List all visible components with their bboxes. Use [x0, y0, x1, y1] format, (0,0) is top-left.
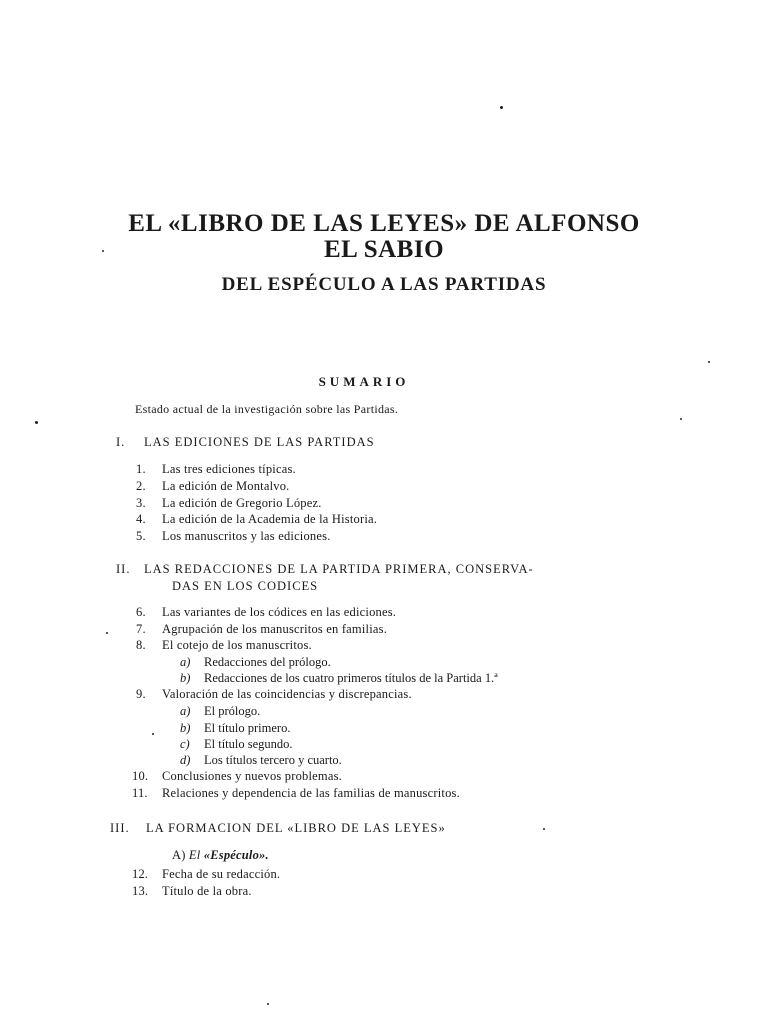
sub-item-text: El prólogo. [204, 704, 261, 718]
list-item [136, 638, 312, 653]
scan-speck [102, 250, 104, 252]
sub-item [180, 737, 293, 752]
section-heading [116, 435, 375, 450]
scan-speck [35, 421, 38, 424]
sub-item [180, 721, 290, 736]
item-number: 4. [136, 512, 146, 526]
list-item [136, 605, 396, 620]
item-number: 8. [136, 638, 146, 652]
item-number: 7. [136, 622, 146, 636]
scan-speck [500, 106, 503, 109]
item-number: 10. [132, 769, 149, 783]
sub-item [180, 704, 260, 719]
sub-item-text: Los títulos tercero y cuarto. [204, 753, 342, 767]
list-item [136, 462, 296, 477]
main-title-line-1: EL «LIBRO DE LAS LEYES» DE ALFONSO [128, 210, 640, 237]
sub-item-text: Redacciones del prólogo. [204, 655, 331, 669]
sub-item-text: Redacciones de los cuatro primeros títulos de la Partida 1.ª [204, 671, 498, 685]
item-text: El cotejo de los manuscritos. [162, 638, 312, 652]
scan-speck [708, 361, 710, 363]
item-text: Agrupación de los manuscritos en familias. [162, 622, 388, 636]
section-title-line-2: DAS EN LOS CODICES [172, 579, 319, 593]
item-number: 12. [132, 867, 149, 881]
section-heading [116, 562, 534, 577]
sumario-heading: SUMARIO [318, 374, 410, 389]
item-text: Los manuscritos y las ediciones. [162, 529, 331, 543]
item-text: Fecha de su redacción. [162, 867, 281, 881]
sub-item-text: El título primero. [204, 721, 291, 735]
sub-item-letter: a) [180, 655, 191, 669]
sub-item-letter: d) [180, 753, 191, 767]
item-number: 9. [136, 687, 146, 701]
list-item [132, 867, 280, 882]
sub-item [180, 655, 331, 670]
subtitle: DEL ESPÉCULO A LAS PARTIDAS [221, 274, 547, 295]
list-item [132, 884, 252, 899]
item-text: Título de la obra. [162, 884, 252, 898]
list-item [132, 786, 460, 801]
section-number: III. [110, 821, 130, 835]
sub-item-letter: b) [180, 671, 191, 685]
sub-item-letter: c) [180, 737, 190, 751]
part-heading [172, 848, 269, 863]
sub-item-text: El título segundo. [204, 737, 293, 751]
scan-speck [680, 418, 682, 420]
list-item [136, 479, 289, 494]
scan-speck [106, 632, 108, 634]
list-item [136, 529, 331, 544]
section-title: LA FORMACION DEL «LIBRO DE LAS LEYES» [146, 821, 446, 835]
scan-speck [152, 733, 154, 735]
part-letter: A) [172, 848, 186, 862]
list-item [136, 512, 377, 527]
item-text: La edición de la Academia de la Historia. [162, 512, 378, 526]
section-title: LAS EDICIONES DE LAS PARTIDAS [144, 435, 375, 449]
scan-speck [543, 828, 545, 830]
item-text: Las variantes de los códices en las ediciones. [162, 605, 397, 619]
item-text: Las tres ediciones típicas. [162, 462, 296, 476]
item-text: La edición de Montalvo. [162, 479, 290, 493]
sumario-intro: Estado actual de la investigación sobre las Partidas. [135, 402, 399, 416]
section-title-line-1: LAS REDACCIONES DE LA PARTIDA PRIMERA, CONSERVA- [144, 562, 534, 576]
sub-item [180, 753, 342, 768]
item-text: Relaciones y dependencia de las familias de manuscritos. [162, 786, 460, 800]
section-number: II. [116, 562, 131, 576]
list-item [136, 496, 322, 511]
item-text: Valoración de las coincidencias y discrepancias. [162, 687, 412, 701]
part-prefix: El [188, 848, 201, 862]
sub-item-letter: a) [180, 704, 191, 718]
list-item [136, 622, 387, 637]
sub-item [180, 671, 498, 686]
section-heading [110, 821, 446, 836]
main-title-line-2: EL SABIO [323, 236, 445, 263]
item-number: 3. [136, 496, 146, 510]
list-item [132, 769, 342, 784]
list-item [136, 687, 412, 702]
section-number: I. [116, 435, 126, 449]
item-number: 2. [136, 479, 146, 493]
sub-item-letter: b) [180, 721, 191, 735]
item-text: Conclusiones y nuevos problemas. [162, 769, 342, 783]
item-number: 5. [136, 529, 146, 543]
item-number: 13. [132, 884, 149, 898]
part-title: «Espéculo». [203, 848, 269, 862]
scan-speck [267, 1003, 269, 1005]
item-number: 11. [132, 786, 148, 800]
item-number: 1. [136, 462, 146, 476]
item-text: La edición de Gregorio López. [162, 496, 322, 510]
item-number: 6. [136, 605, 146, 619]
